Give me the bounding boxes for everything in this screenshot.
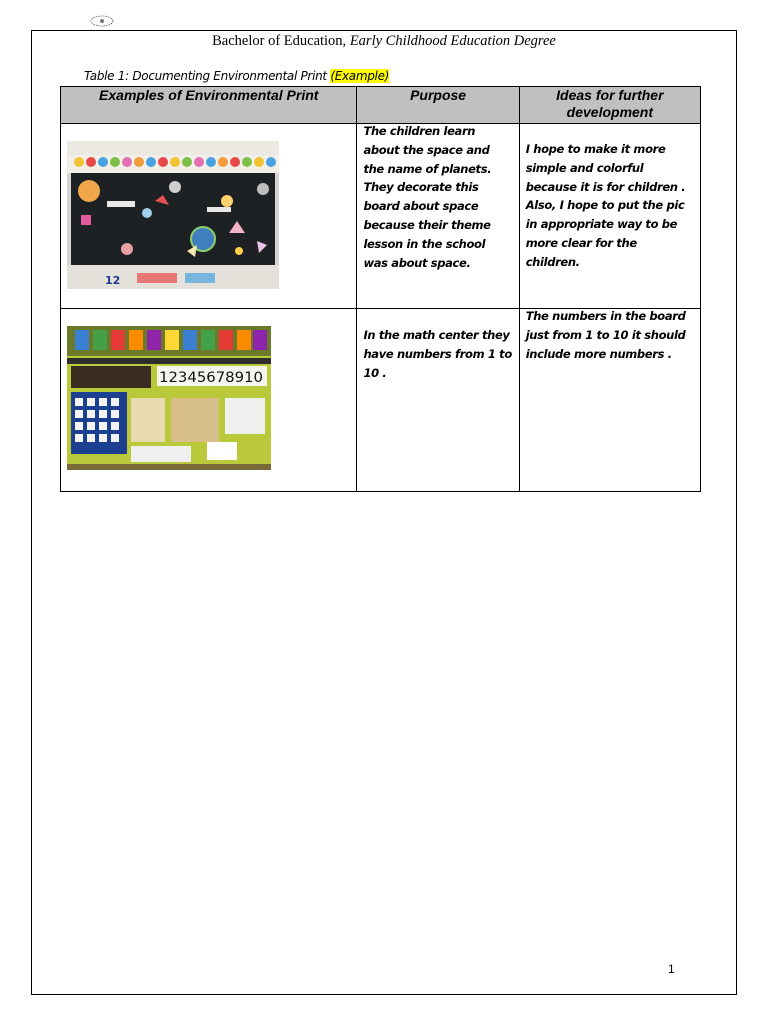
ideas-cell bbox=[519, 124, 700, 309]
caption-highlight: (Example) bbox=[330, 69, 390, 83]
caption-text: Table 1: Documenting Environmental Print bbox=[84, 69, 331, 83]
environmental-print-table bbox=[60, 86, 701, 492]
header-examples: Examples of Environmental Print bbox=[61, 87, 357, 124]
degree-title: Bachelor of Education, bbox=[212, 33, 350, 49]
page-number: 1 bbox=[668, 962, 675, 976]
table-row bbox=[61, 309, 701, 492]
header-purpose: Purpose bbox=[357, 87, 519, 124]
purpose-cell bbox=[357, 309, 519, 492]
space-board-numbers: 12 bbox=[105, 274, 121, 287]
ideas-text: I hope to make it more simple and colorful because it is for children . Also, I hope to put the pic in appropriate way to be more clear for the children. bbox=[525, 142, 686, 269]
purpose-cell bbox=[357, 124, 519, 309]
space-board-photo bbox=[67, 141, 279, 289]
header-ideas: Ideas for further development bbox=[519, 87, 700, 124]
school-logo bbox=[89, 13, 115, 29]
table-caption bbox=[84, 69, 389, 83]
purpose-text: The children learn about the space and the name of planets. They decorate this board about space because their theme lesson in the school was about space. bbox=[363, 124, 492, 270]
number-strip: 12345678910 bbox=[159, 370, 263, 386]
document-header bbox=[0, 33, 768, 50]
purpose-text: In the math center they have numbers from 1 to 10 . bbox=[363, 328, 512, 380]
math-center-board-photo bbox=[67, 326, 271, 470]
table-header-row bbox=[61, 87, 701, 124]
ideas-text: The numbers in the board just from 1 to 10 it should include more numbers . bbox=[525, 309, 686, 361]
example-cell bbox=[61, 124, 357, 309]
table-row bbox=[61, 124, 701, 309]
example-cell bbox=[61, 309, 357, 492]
ideas-cell bbox=[519, 309, 700, 492]
degree-subtitle: Early Childhood Education Degree bbox=[349, 33, 556, 49]
